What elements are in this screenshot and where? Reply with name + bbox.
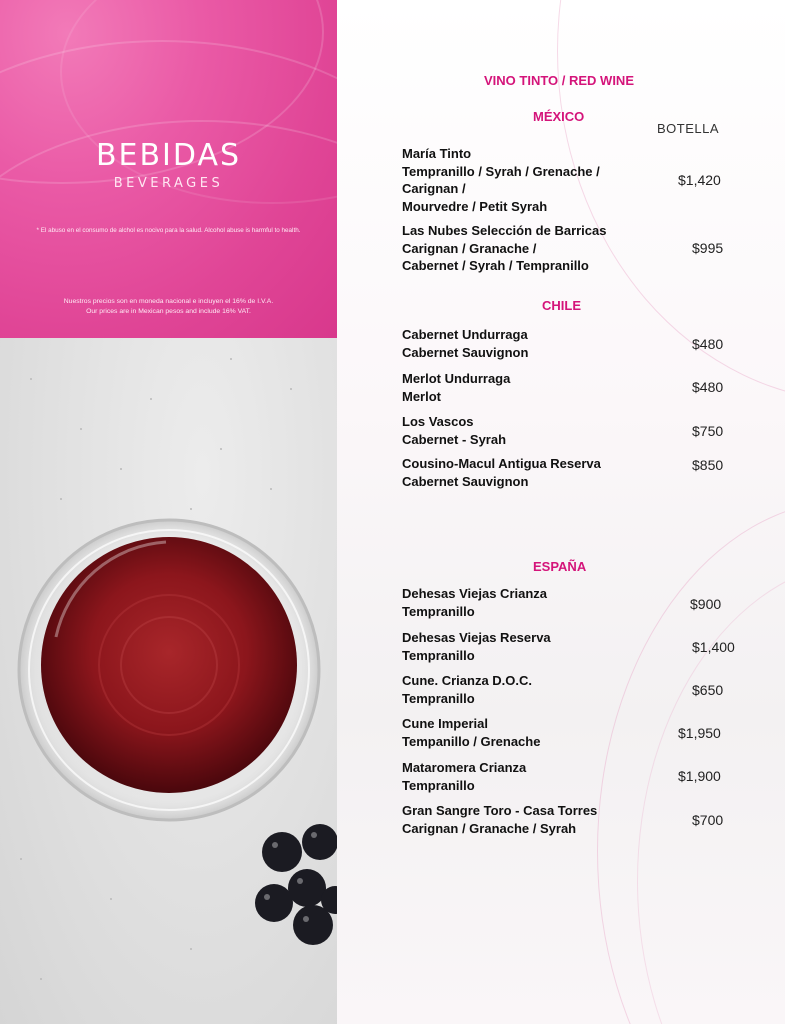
wine-variety: Merlot (402, 388, 441, 404)
wine-variety: Carignan / Granache / (402, 240, 537, 256)
wine-variety: Mourvedre / Petit Syrah (402, 198, 548, 214)
wine-price: $750 (692, 423, 724, 439)
wine-variety: Tempanillo / Grenache (402, 733, 541, 749)
prices-note (30, 297, 307, 317)
wine-item (402, 759, 652, 794)
wine-price: $900 (690, 596, 722, 612)
grapes-image (250, 815, 337, 965)
wine-variety: Cabernet Sauvignon (402, 473, 529, 489)
wine-name: Merlot Undurraga (402, 371, 511, 386)
wine-price: $850 (692, 457, 724, 473)
wine-price: $480 (692, 336, 724, 352)
region-mexico-heading: MÉXICO (533, 109, 585, 124)
region-chile-heading: CHILE (542, 298, 581, 313)
wine-item (402, 326, 652, 361)
wine-price: $650 (692, 682, 724, 698)
wine-price: $1,950 (678, 725, 721, 741)
wine-glass-image (16, 517, 322, 823)
alcohol-disclaimer: * El abuso en el consumo de alchol es nocivo para la salud. Alcohol abuse is harmful to health. (36, 227, 301, 234)
page-title: BEBIDAS (95, 138, 242, 173)
wine-name: Cabernet Undurraga (402, 327, 528, 342)
page-subtitle: BEVERAGES (113, 176, 224, 191)
prices-note-en: Our prices are in Mexican pesos and include 16% VAT. (86, 308, 251, 315)
wine-item (402, 802, 652, 837)
wine-item (402, 370, 652, 405)
wine-item (402, 672, 652, 707)
wine-item (402, 629, 652, 664)
left-panel (0, 0, 337, 1024)
column-header-bottle: BOTELLA (657, 121, 720, 136)
wine-variety: Tempranillo (402, 690, 475, 706)
region-espana-heading: ESPAÑA (533, 559, 587, 574)
wine-variety: Cabernet Sauvignon (402, 344, 529, 360)
wine-name: Cousino-Macul Antigua Reserva (402, 456, 601, 471)
wine-item (402, 413, 652, 448)
wine-name: María Tinto (402, 146, 472, 161)
wine-item (402, 145, 652, 215)
wine-price: $1,400 (692, 639, 735, 655)
wine-name: Cune. Crianza D.O.C. (402, 673, 533, 688)
wine-name: Cune Imperial (402, 716, 488, 731)
wine-item (402, 222, 652, 275)
wine-item (402, 455, 652, 490)
wine-price: $1,900 (678, 768, 721, 784)
wine-variety: Tempranillo (402, 603, 475, 619)
wine-name: Dehesas Viejas Crianza (402, 586, 548, 601)
wine-variety: Tempranillo (402, 777, 475, 793)
wine-name: Los Vascos (402, 414, 474, 429)
wine-item (402, 715, 652, 750)
wine-variety: Carignan / (402, 181, 466, 196)
wine-name: Dehesas Viejas Reserva (402, 630, 551, 645)
wine-variety: Tempranillo (402, 647, 475, 663)
wine-price: $995 (692, 240, 724, 256)
wine-variety: Cabernet / Syrah / Tempranillo (402, 258, 589, 273)
prices-note-es: Nuestros precios son en moneda nacional e incluyen el 16% de I.V.A. (63, 298, 274, 305)
section-title: VINO TINTO / RED WINE (484, 73, 634, 88)
wine-name: Las Nubes Selección de Barricas (402, 223, 607, 238)
wine-price: $1,420 (678, 172, 721, 188)
wine-variety: Cabernet - Syrah (402, 431, 507, 447)
wine-price: $480 (692, 379, 724, 395)
pink-header (0, 0, 337, 338)
wine-variety: Tempranillo / Syrah / Grenache / (402, 163, 600, 179)
wine-name: Mataromera Crianza (402, 760, 527, 775)
wine-item (402, 585, 652, 620)
wine-price: $700 (692, 812, 724, 828)
wine-variety: Carignan / Granache / Syrah (402, 820, 577, 836)
wine-name: Gran Sangre Toro - Casa Torres (402, 803, 598, 818)
